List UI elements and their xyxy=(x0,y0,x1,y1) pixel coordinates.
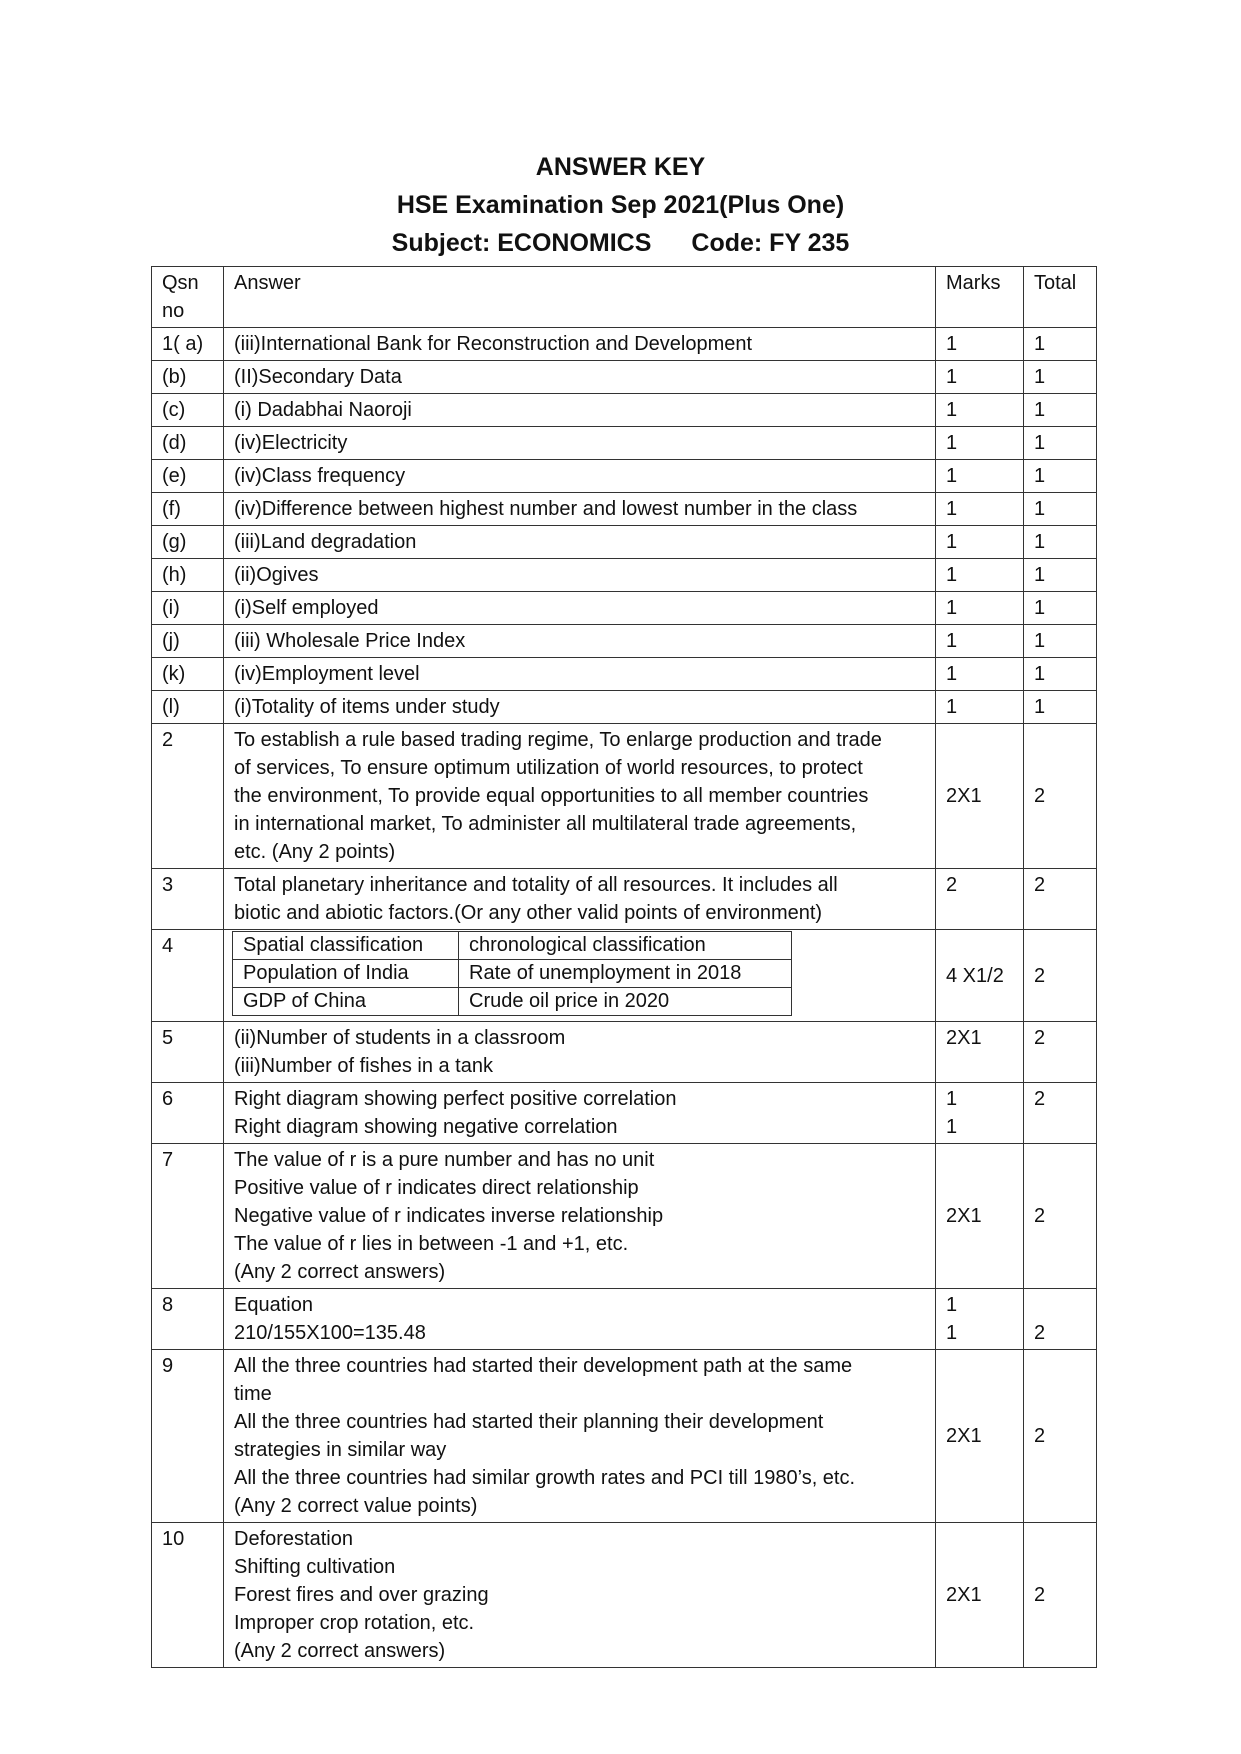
header-row xyxy=(152,267,1097,328)
classification-row xyxy=(233,960,792,988)
answer-line: etc. (Any 2 points) xyxy=(234,841,396,863)
total-cell: 2 xyxy=(1024,1289,1097,1350)
exam-title: HSE Examination Sep 2021(Plus One) xyxy=(396,191,845,219)
answer-cell: (iv)Class frequency xyxy=(224,460,936,493)
answer-cell: (i) Dadabhai Naoroji xyxy=(224,394,936,427)
classification-cell: chronological classification xyxy=(459,932,792,960)
table-row-q9 xyxy=(152,1350,1097,1523)
table-row xyxy=(152,361,1097,394)
answer-line: Right diagram showing perfect positive correlation xyxy=(234,1088,677,1110)
answer-cell xyxy=(224,1144,936,1289)
answer-line: 210/155X100=135.48 xyxy=(234,1322,426,1344)
table-row-q6 xyxy=(152,1083,1097,1144)
total-cell: 1 xyxy=(1024,592,1097,625)
classification-cell: Spatial classification xyxy=(233,932,459,960)
answer-line: All the three countries had started their development path at the same xyxy=(234,1355,853,1377)
question-number: 7 xyxy=(152,1144,224,1289)
question-number: (j) xyxy=(152,625,224,658)
answer-line: the environment, To provide equal opportunities to all member countries xyxy=(234,785,869,807)
classification-cell: Crude oil price in 2020 xyxy=(459,988,792,1016)
question-number: (h) xyxy=(152,559,224,592)
table-row xyxy=(152,658,1097,691)
answer-cell: (iii)International Bank for Reconstruction and Development xyxy=(224,328,936,361)
question-number: 5 xyxy=(152,1022,224,1083)
answer-cell: (iii)Land degradation xyxy=(224,526,936,559)
table-row-q3 xyxy=(152,869,1097,930)
marks-cell xyxy=(936,1289,1024,1350)
total-cell: 2 xyxy=(1024,1523,1097,1668)
answer-line: All the three countries had similar growth rates and PCI till 1980’s, etc. xyxy=(234,1467,856,1489)
answer-line: All the three countries had started their planning their development xyxy=(234,1411,824,1433)
table-row-q5 xyxy=(152,1022,1097,1083)
answer-line: (Any 2 correct answers) xyxy=(234,1261,446,1283)
question-number: (f) xyxy=(152,493,224,526)
table-row-q7 xyxy=(152,1144,1097,1289)
question-number: 10 xyxy=(152,1523,224,1668)
col-header-marks: Marks xyxy=(936,267,1024,328)
marks-cell: 1 xyxy=(936,460,1024,493)
col-header-answer: Answer xyxy=(224,267,936,328)
total-cell: 1 xyxy=(1024,427,1097,460)
total-cell: 1 xyxy=(1024,328,1097,361)
answer-cell xyxy=(224,1523,936,1668)
answer-line: Positive value of r indicates direct relationship xyxy=(234,1177,639,1199)
answer-line: biotic and abiotic factors.(Or any other valid points of environment) xyxy=(234,902,823,924)
total-cell: 2 xyxy=(1024,1022,1097,1083)
classification-row xyxy=(233,932,792,960)
answer-line: (Any 2 correct value points) xyxy=(234,1495,478,1517)
answer-line: Equation xyxy=(234,1294,313,1316)
question-number: (i) xyxy=(152,592,224,625)
question-number: 3 xyxy=(152,869,224,930)
classification-row xyxy=(233,988,792,1016)
answer-line: Right diagram showing negative correlation xyxy=(234,1116,618,1138)
marks-line: 1 xyxy=(946,1294,958,1316)
marks-cell: 2X1 xyxy=(936,1350,1024,1523)
answer-cell: (iv)Difference between highest number and lowest number in the class xyxy=(224,493,936,526)
total-cell: 1 xyxy=(1024,493,1097,526)
answer-cell: (iii) Wholesale Price Index xyxy=(224,625,936,658)
marks-cell xyxy=(936,1083,1024,1144)
answer-line: Negative value of r indicates inverse relationship xyxy=(234,1205,664,1227)
classification-cell: GDP of China xyxy=(233,988,459,1016)
marks-cell: 1 xyxy=(936,625,1024,658)
question-number: (b) xyxy=(152,361,224,394)
table-row xyxy=(152,526,1097,559)
answer-cell: (i)Totality of items under study xyxy=(224,691,936,724)
total-cell: 1 xyxy=(1024,361,1097,394)
table-row-q2 xyxy=(152,724,1097,869)
document-title: ANSWER KEY xyxy=(535,153,706,181)
question-number: (c) xyxy=(152,394,224,427)
classification-cell: Rate of unemployment in 2018 xyxy=(459,960,792,988)
answer-line: The value of r is a pure number and has no unit xyxy=(234,1149,655,1171)
marks-cell: 4 X1/2 xyxy=(936,930,1024,1022)
answer-line: time xyxy=(234,1383,272,1405)
marks-cell: 2X1 xyxy=(936,1523,1024,1668)
marks-line: 1 xyxy=(946,1322,958,1344)
question-number: 4 xyxy=(152,930,224,1022)
answer-cell xyxy=(224,724,936,869)
question-number: 6 xyxy=(152,1083,224,1144)
question-number: 9 xyxy=(152,1350,224,1523)
answer-line: (iii)Number of fishes in a tank xyxy=(234,1055,493,1077)
table-row xyxy=(152,460,1097,493)
total-cell: 2 xyxy=(1024,1350,1097,1523)
total-cell: 1 xyxy=(1024,394,1097,427)
answer-cell: (i)Self employed xyxy=(224,592,936,625)
col-header-qsn: Qsn no xyxy=(152,267,224,328)
answer-cell: (ii)Ogives xyxy=(224,559,936,592)
answer-cell: (II)Secondary Data xyxy=(224,361,936,394)
question-number: (g) xyxy=(152,526,224,559)
marks-cell: 2X1 xyxy=(936,1022,1024,1083)
answer-line: (Any 2 correct answers) xyxy=(234,1640,446,1662)
answer-line: Improper crop rotation, etc. xyxy=(234,1612,475,1634)
answer-line: Forest fires and over grazing xyxy=(234,1584,489,1606)
table-row xyxy=(152,691,1097,724)
total-cell: 2 xyxy=(1024,1144,1097,1289)
total-cell: 1 xyxy=(1024,460,1097,493)
question-number: 8 xyxy=(152,1289,224,1350)
table-row xyxy=(152,493,1097,526)
total-cell: 1 xyxy=(1024,625,1097,658)
table-row xyxy=(152,394,1097,427)
marks-cell: 1 xyxy=(936,658,1024,691)
code-label: Code: FY 235 xyxy=(691,229,850,257)
answer-cell xyxy=(224,1083,936,1144)
question-number: (k) xyxy=(152,658,224,691)
marks-cell: 1 xyxy=(936,493,1024,526)
answer-line: To establish a rule based trading regime, To enlarge production and trade xyxy=(234,729,882,751)
table-row xyxy=(152,592,1097,625)
answer-cell xyxy=(224,1022,936,1083)
marks-cell: 1 xyxy=(936,361,1024,394)
marks-line: 1 xyxy=(946,1116,958,1138)
answer-cell: (iv)Employment level xyxy=(224,658,936,691)
marks-cell: 2X1 xyxy=(936,724,1024,869)
total-cell: 1 xyxy=(1024,526,1097,559)
question-number: (d) xyxy=(152,427,224,460)
answer-cell xyxy=(224,1289,936,1350)
answer-cell xyxy=(224,1350,936,1523)
table-row-q10 xyxy=(152,1523,1097,1668)
answer-cell xyxy=(224,869,936,930)
total-cell: 1 xyxy=(1024,658,1097,691)
table-row xyxy=(152,625,1097,658)
marks-cell: 1 xyxy=(936,691,1024,724)
table-row xyxy=(152,427,1097,460)
classification-cell: Population of India xyxy=(233,960,459,988)
marks-cell: 2X1 xyxy=(936,1144,1024,1289)
total-cell: 2 xyxy=(1024,869,1097,930)
answer-line: strategies in similar way xyxy=(234,1439,447,1461)
table-row-q4 xyxy=(152,930,1097,1022)
answer-line: Total planetary inheritance and totality of all resources. It includes all xyxy=(234,874,838,896)
question-number: 2 xyxy=(152,724,224,869)
question-number: (l) xyxy=(152,691,224,724)
marks-cell: 1 xyxy=(936,526,1024,559)
marks-cell: 1 xyxy=(936,592,1024,625)
question-number: 1( a) xyxy=(152,328,224,361)
total-cell: 2 xyxy=(1024,930,1097,1022)
table-row-q8 xyxy=(152,1289,1097,1350)
table-row xyxy=(152,328,1097,361)
answer-line: Deforestation xyxy=(234,1528,353,1550)
classification-table xyxy=(232,931,792,1016)
answer-line: (ii)Number of students in a classroom xyxy=(234,1027,566,1049)
table-row xyxy=(152,559,1097,592)
subject-line xyxy=(0,229,1241,258)
answer-line: of services, To ensure optimum utilization of world resources, to protect xyxy=(234,757,863,779)
answer-line: Shifting cultivation xyxy=(234,1556,396,1578)
marks-cell: 2 xyxy=(936,869,1024,930)
marks-cell: 1 xyxy=(936,328,1024,361)
answer-key-table xyxy=(151,266,1097,1668)
subject-label: Subject: ECONOMICS xyxy=(391,229,652,257)
total-cell: 2 xyxy=(1024,1083,1097,1144)
total-cell: 2 xyxy=(1024,724,1097,869)
total-cell: 1 xyxy=(1024,559,1097,592)
total-cell: 1 xyxy=(1024,691,1097,724)
answer-cell: (iv)Electricity xyxy=(224,427,936,460)
answer-line: The value of r lies in between -1 and +1, etc. xyxy=(234,1233,629,1255)
answer-cell xyxy=(224,930,936,1022)
marks-line: 1 xyxy=(946,1088,958,1110)
marks-cell: 1 xyxy=(936,394,1024,427)
marks-cell: 1 xyxy=(936,559,1024,592)
question-number: (e) xyxy=(152,460,224,493)
marks-cell: 1 xyxy=(936,427,1024,460)
col-header-total: Total xyxy=(1024,267,1097,328)
answer-line: in international market, To administer all multilateral trade agreements, xyxy=(234,813,857,835)
